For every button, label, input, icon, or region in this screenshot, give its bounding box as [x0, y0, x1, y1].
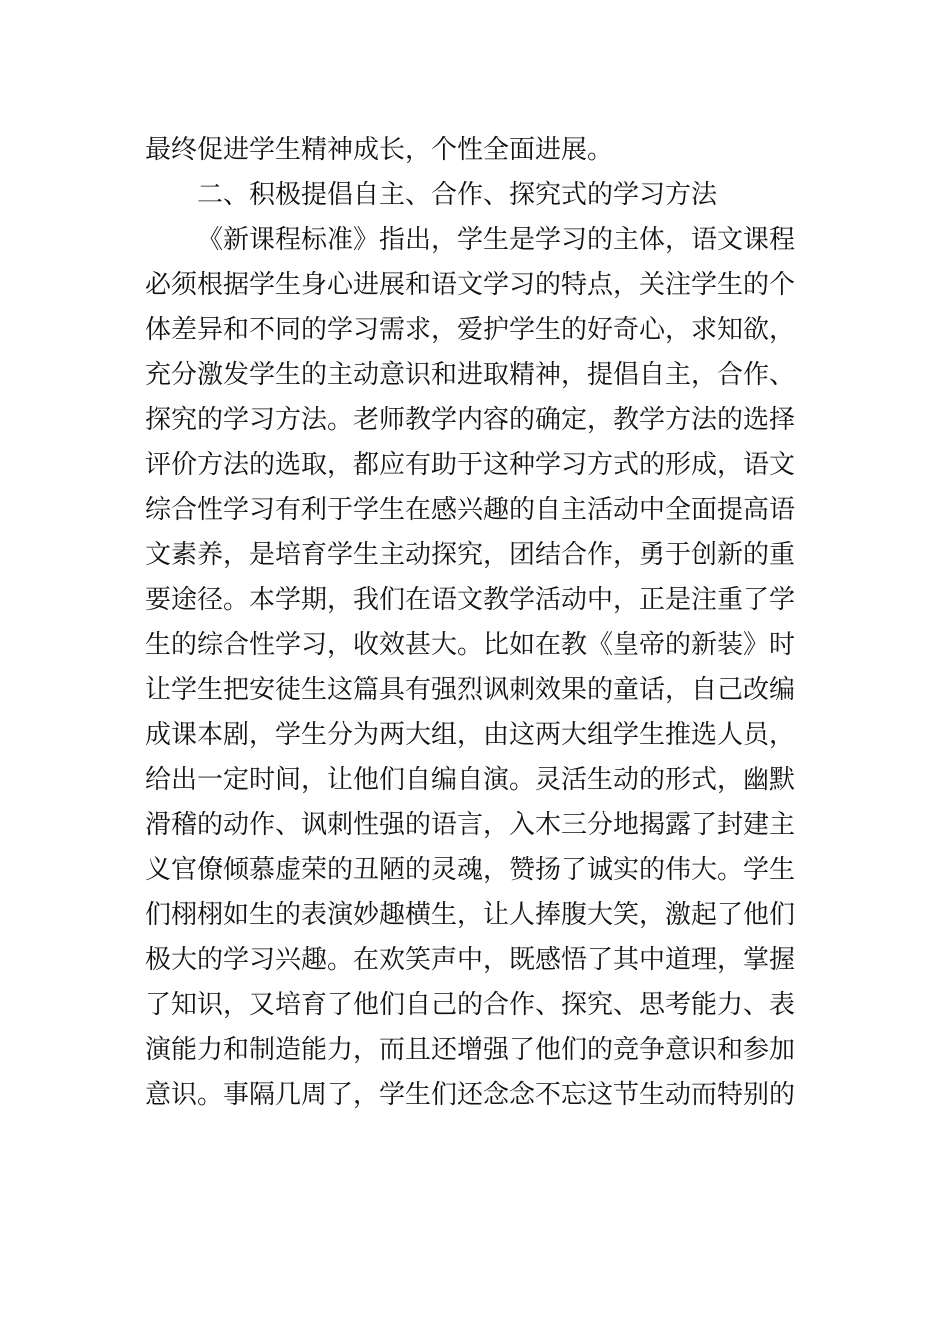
text-line-6: 充分激发学生的主动意识和进取精神，提倡自主，合作、 — [145, 360, 796, 390]
section-heading: 二、积极提倡自主、合作、探究式的学习方法 — [197, 180, 718, 210]
text-line-17: 义官僚倾慕虚荣的丑陋的灵魂，赞扬了诚实的伟大。学生 — [145, 855, 796, 885]
text-line-14: 成课本剧，学生分为两大组，由这两大组学生推选人员， — [145, 720, 796, 750]
text-line-12: 生的综合性学习，收效甚大。比如在教《皇帝的新装》时 — [145, 630, 796, 660]
text-line-18: 们栩栩如生的表演妙趣横生，让人捧腹大笑，激起了他们 — [145, 900, 796, 930]
text-line-16: 滑稽的动作、讽刺性强的语言，入木三分地揭露了封建主 — [145, 810, 796, 840]
text-line-5: 体差异和不同的学习需求，爱护学生的好奇心，求知欲， — [145, 315, 796, 345]
text-line-9: 综合性学习有利于学生在感兴趣的自主活动中全面提高语 — [145, 495, 796, 525]
text-line-20: 了知识，又培育了他们自己的合作、探究、思考能力、表 — [145, 990, 796, 1020]
text-line-19: 极大的学习兴趣。在欢笑声中，既感悟了其中道理，掌握 — [145, 945, 796, 975]
text-line-11: 要途径。本学期，我们在语文教学活动中，正是注重了学 — [145, 585, 796, 615]
document-body — [145, 128, 815, 1118]
text-line-22: 意识。事隔几周了，学生们还念念不忘这节生动而特别的 — [145, 1080, 796, 1110]
text-line-10: 文素养，是培育学生主动探究，团结合作，勇于创新的重 — [145, 540, 796, 570]
text-line-15: 给出一定时间，让他们自编自演。灵活生动的形式，幽默 — [145, 765, 796, 795]
text-line-13: 让学生把安徒生这篇具有强烈讽刺效果的童话，自己改编 — [145, 675, 796, 705]
text-line-4: 必须根据学生身心进展和语文学习的特点，关注学生的个 — [145, 270, 796, 300]
text-line-21: 演能力和制造能力，而且还增强了他们的竞争意识和参加 — [145, 1035, 796, 1065]
paragraph-first-line: 《新课程标准》指出，学生是学习的主体，语文课程 — [197, 225, 796, 255]
text-line-7: 探究的学习方法。老师教学内容的确定，教学方法的选择 — [145, 405, 796, 435]
text-line-1: 最终促进学生精神成长，个性全面进展。 — [145, 135, 614, 165]
text-line-8: 评价方法的选取，都应有助于这种学习方式的形成，语文 — [145, 450, 796, 480]
